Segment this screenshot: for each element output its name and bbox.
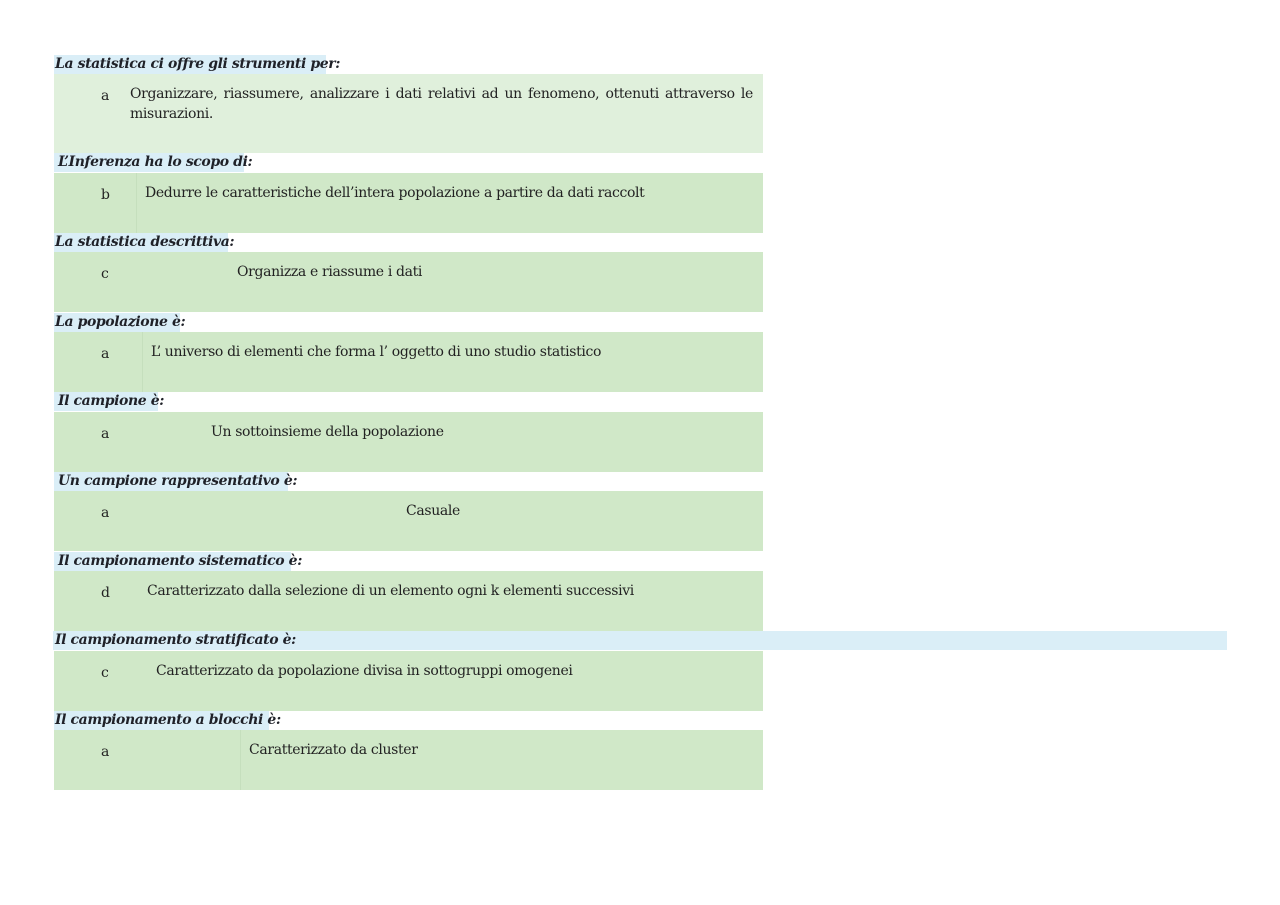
question-text: La statistica descrittiva:	[55, 234, 235, 250]
question-text: Il campione è:	[58, 393, 165, 409]
answer-text: Caratterizzato da popolazione divisa in sottogruppi omogenei	[156, 663, 573, 679]
answer-3	[54, 252, 763, 312]
answer-7	[54, 571, 763, 631]
question-text: L’Inferenza ha lo scopo di:	[58, 154, 253, 170]
question-text: Un campione rappresentativo è:	[58, 473, 298, 489]
answer-text: Un sottoinsieme della popolazione	[211, 424, 444, 440]
answer-2	[54, 173, 763, 233]
answer-letter: a	[101, 426, 110, 442]
question-text: Il campionamento sistematico è:	[58, 553, 302, 569]
answer-text: Dedurre le caratteristiche dell’intera popolazione a partire da dati raccolt	[145, 185, 645, 201]
answer-text: Organizzare, riassumere, analizzare i dati relativi ad un fenomeno, ottenuti attraverso le misurazioni.	[130, 86, 753, 122]
answer-text: L’ universo di elementi che forma l’ oggetto di uno studio statistico	[151, 344, 602, 360]
answer-letter: d	[101, 585, 110, 601]
answer-text: Casuale	[406, 503, 460, 519]
answer-8	[54, 651, 763, 711]
question-text: La popolazione è:	[55, 314, 186, 330]
answer-9	[54, 730, 763, 790]
answer-letter: a	[101, 346, 110, 362]
answer-5	[54, 412, 763, 472]
answer-text: Caratterizzato da cluster	[249, 742, 418, 758]
answer-letter: c	[101, 665, 109, 681]
answer-letter: a	[101, 88, 110, 104]
answer-letter: a	[101, 505, 110, 521]
question-text: Il campionamento a blocchi è:	[55, 712, 281, 728]
answer-text: Organizza e riassume i dati	[237, 264, 423, 280]
answer-letter: b	[101, 187, 110, 203]
question-text: La statistica ci offre gli strumenti per:	[55, 56, 340, 72]
answer-letter: c	[101, 266, 109, 282]
answer-1	[54, 74, 763, 153]
question-text: Il campionamento stratificato è:	[55, 632, 296, 648]
answer-4	[54, 332, 763, 392]
answer-letter: a	[101, 744, 110, 760]
answer-text: Caratterizzato dalla selezione di un elemento ogni k elementi successivi	[147, 583, 634, 599]
answer-6	[54, 491, 763, 551]
